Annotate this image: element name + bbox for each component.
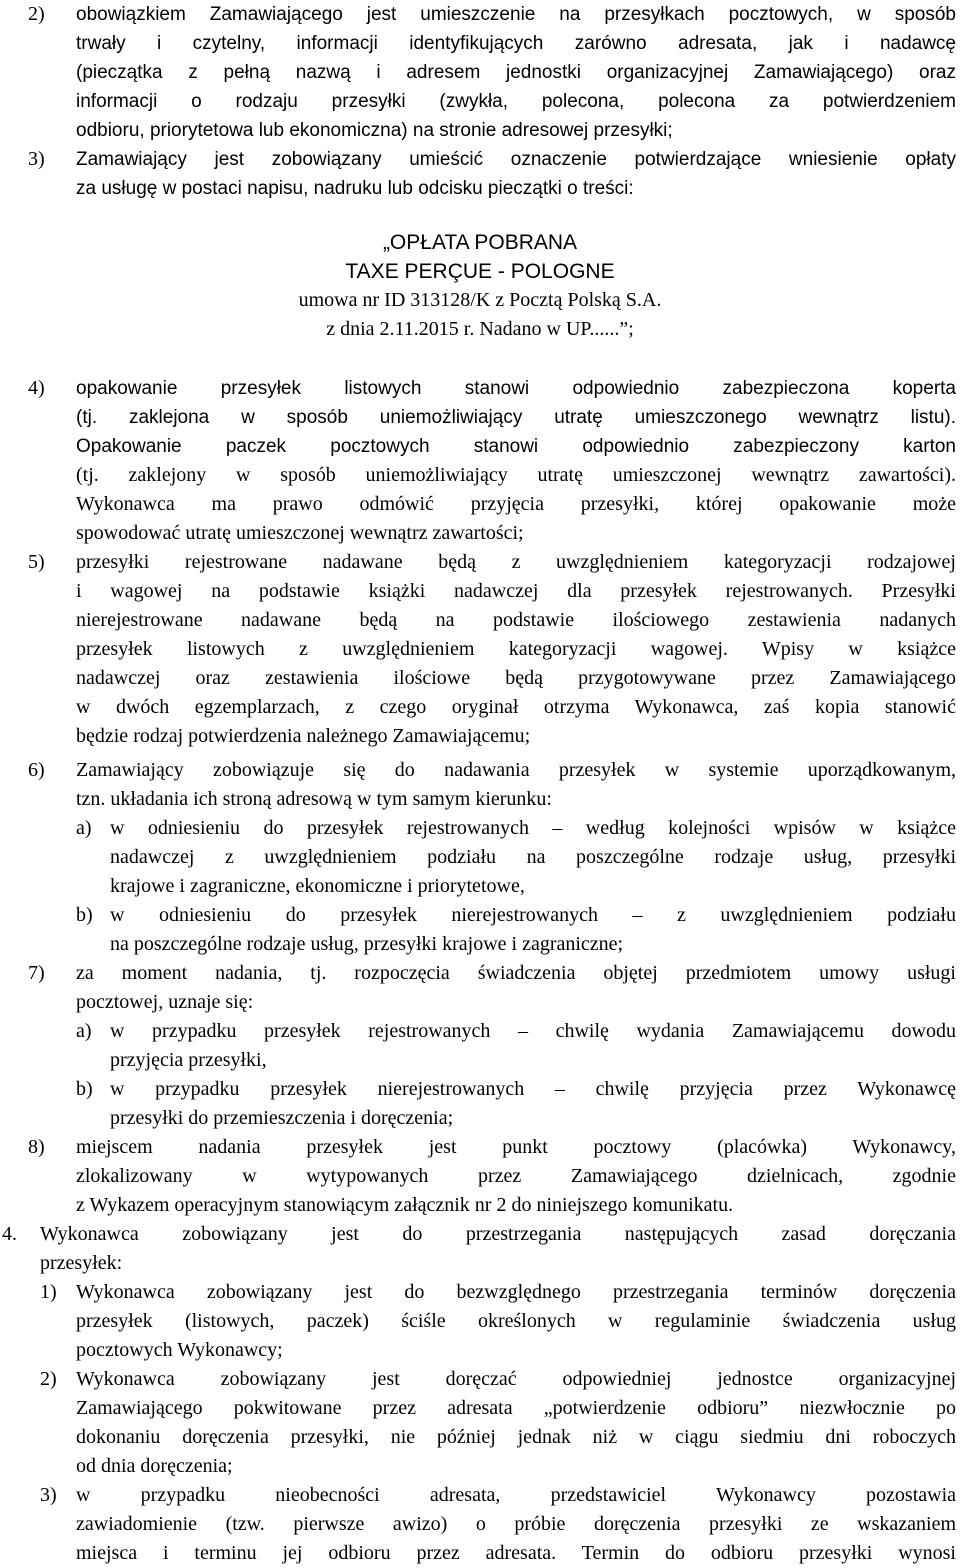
text-line: (tj. zaklejony w sposób uniemożliwiający utratę umieszczonej wewnątrz zawartości). (76, 464, 956, 486)
text-line: pocztowych Wykonawcy; (76, 1339, 283, 1361)
item-number: 8) (28, 1136, 45, 1158)
text-line: (pieczątka z pełną nazwą i adresem jednostki organizacyjnej Zamawiającego) oraz (76, 62, 956, 83)
text-line: Wykonawca zobowiązany jest doręczać odpowiedniej jednostce organizacyjnej (76, 1368, 956, 1390)
item-letter: b) (76, 904, 93, 926)
text-line: krajowe i zagraniczne, ekonomiczne i priorytetowe, (110, 875, 525, 897)
text-line: spowodować utratę umieszczonej wewnątrz zawartości; (76, 522, 524, 544)
text-line: odbioru, priorytetowa lub ekonomiczna) na stronie adresowej przesyłki; (76, 120, 673, 141)
text-line: trwały i czytelny, informacji identyfikujących zarówno adresata, jak i nadawcę (76, 33, 956, 54)
text-line: z Wykazem operacyjnym stanowiącym załącznik nr 2 do niniejszego komunikatu. (76, 1194, 734, 1216)
text-line: przesyłek listowych z uwzględnieniem kategoryzacji wagowej. Wpisy w książce (76, 638, 956, 660)
text-line: Wykonawca ma prawo odmówić przyjęcia przesyłki, której opakowanie może (76, 493, 956, 515)
item-letter: b) (76, 1078, 93, 1100)
item-number: 3) (40, 1484, 57, 1506)
text-line: obowiązkiem Zamawiającego jest umieszczenie na przesyłkach pocztowych, w sposób (76, 4, 956, 25)
text-line: za moment nadania, tj. rozpoczęcia świadczenia objętej przedmiotem umowy usługi (76, 962, 956, 984)
text-line: nadawczej z uwzględnieniem podziału na poszczególne rodzaje usług, przesyłki (110, 846, 956, 868)
text-line: Zamawiającego pokwitowane przez adresata „potwierdzenie odbioru” niezwłocznie po (76, 1397, 956, 1419)
item-letter: a) (76, 817, 92, 839)
text-line: zlokalizowany w wytypowanych przez Zamawiającego dzielnicach, zgodnie (76, 1165, 956, 1187)
text-line: tzn. układania ich stroną adresową w tym samym kierunku: (76, 788, 552, 810)
text-line: od dnia doręczenia; (76, 1455, 233, 1477)
text-line: miejscem nadania przesyłek jest punkt pocztowy (placówka) Wykonawcy, (76, 1136, 956, 1158)
item-number: 2) (40, 1368, 57, 1390)
text-line: przesyłek: (40, 1252, 123, 1274)
text-line: (tj. zaklejona w sposób uniemożliwiający utratę umieszczonego wewnątrz listu). (76, 407, 956, 428)
text-line: w odniesieniu do przesyłek nierejestrowanych – z uwzględnieniem podziału (110, 904, 956, 926)
item-number: 1) (40, 1281, 57, 1303)
stamp-line-3: umowa nr ID 313128/K z Pocztą Polską S.A. (298, 289, 662, 311)
text-line: nadawczej oraz zestawienia ilościowe będą przygotowywane przez Zamawiającego (76, 667, 956, 689)
stamp-line-1: „OPŁATA POBRANA (382, 231, 578, 254)
text-line: miejsca i terminu jej odbioru przez adresata. Termin do odbioru przesyłki wynosi (76, 1542, 956, 1564)
text-line: przyjęcia przesyłki, (110, 1049, 267, 1071)
text-line: przesyłki rejestrowane nadawane będą z uwzględnieniem kategoryzacji rodzajowej (76, 551, 956, 573)
text-line: Zamawiający jest zobowiązany umieścić oznaczenie potwierdzające wniesienie opłaty (76, 149, 956, 170)
text-line: w odniesieniu do przesyłek rejestrowanych – według kolejności wpisów w książce (110, 817, 956, 839)
text-line: w dwóch egzemplarzach, z czego oryginał otrzyma Wykonawca, zaś kopia stanowić (76, 696, 956, 718)
text-line: Opakowanie paczek pocztowych stanowi odpowiednio zabezpieczony karton (76, 436, 956, 457)
text-line: w przypadku przesyłek nierejestrowanych – chwilę przyjęcia przez Wykonawcę (110, 1078, 956, 1100)
item-number: 3) (28, 148, 45, 170)
text-line: przesyłki do przemieszczenia i doręczenia; (110, 1107, 454, 1129)
item-letter: a) (76, 1020, 92, 1042)
text-line: za usługę w postaci napisu, nadruku lub odcisku pieczątki o treści: (76, 178, 634, 199)
text-line: Wykonawca zobowiązany jest do przestrzegania następujących zasad doręczania (40, 1223, 956, 1245)
item-number: 5) (28, 551, 45, 573)
item-number: 6) (28, 759, 45, 781)
section-number: 4. (2, 1223, 17, 1245)
stamp-line-4: z dnia 2.11.2015 r. Nadano w UP......”; (326, 318, 634, 340)
item-number: 4) (28, 377, 45, 399)
text-line: opakowanie przesyłek listowych stanowi odpowiednio zabezpieczona koperta (76, 378, 956, 399)
text-line: nierejestrowane nadawane będą na podstawie ilościowego zestawienia nadanych (76, 609, 956, 631)
text-line: dokonaniu doręczenia przesyłki, nie później jednak niż w ciągu siedmiu dni roboczych (76, 1426, 956, 1448)
text-line: Zamawiający zobowiązuje się do nadawania przesyłek w systemie uporządkowanym, (76, 759, 956, 781)
text-line: pocztowej, uznaje się: (76, 991, 254, 1013)
text-line: w przypadku przesyłek rejestrowanych – chwilę wydania Zamawiającemu dowodu (110, 1020, 956, 1042)
stamp-line-2: TAXE PERÇUE - POLOGNE (345, 260, 615, 283)
text-line: w przypadku nieobecności adresata, przedstawiciel Wykonawcy pozostawia (76, 1484, 956, 1506)
text-line: Wykonawca zobowiązany jest do bezwzględnego przestrzegania terminów doręczenia (76, 1281, 956, 1303)
text-line: będzie rodzaj potwierdzenia należnego Zamawiającemu; (76, 725, 531, 747)
item-number: 2) (28, 3, 45, 25)
text-line: i wagowej na podstawie książki nadawczej dla przesyłek rejestrowanych. Przesyłki (76, 580, 956, 602)
text-line: zawiadomienie (tzw. pierwsze awizo) o próbie doręczenia przesyłki ze wskazaniem (76, 1513, 956, 1535)
item-number: 7) (28, 962, 45, 984)
text-line: na poszczególne rodzaje usług, przesyłki krajowe i zagraniczne; (110, 933, 624, 955)
text-line: przesyłek (listowych, paczek) ściśle określonych w regulaminie świadczenia usług (76, 1310, 956, 1332)
text-line: informacji o rodzaju przesyłki (zwykła, polecona, polecona za potwierdzeniem (76, 91, 956, 112)
